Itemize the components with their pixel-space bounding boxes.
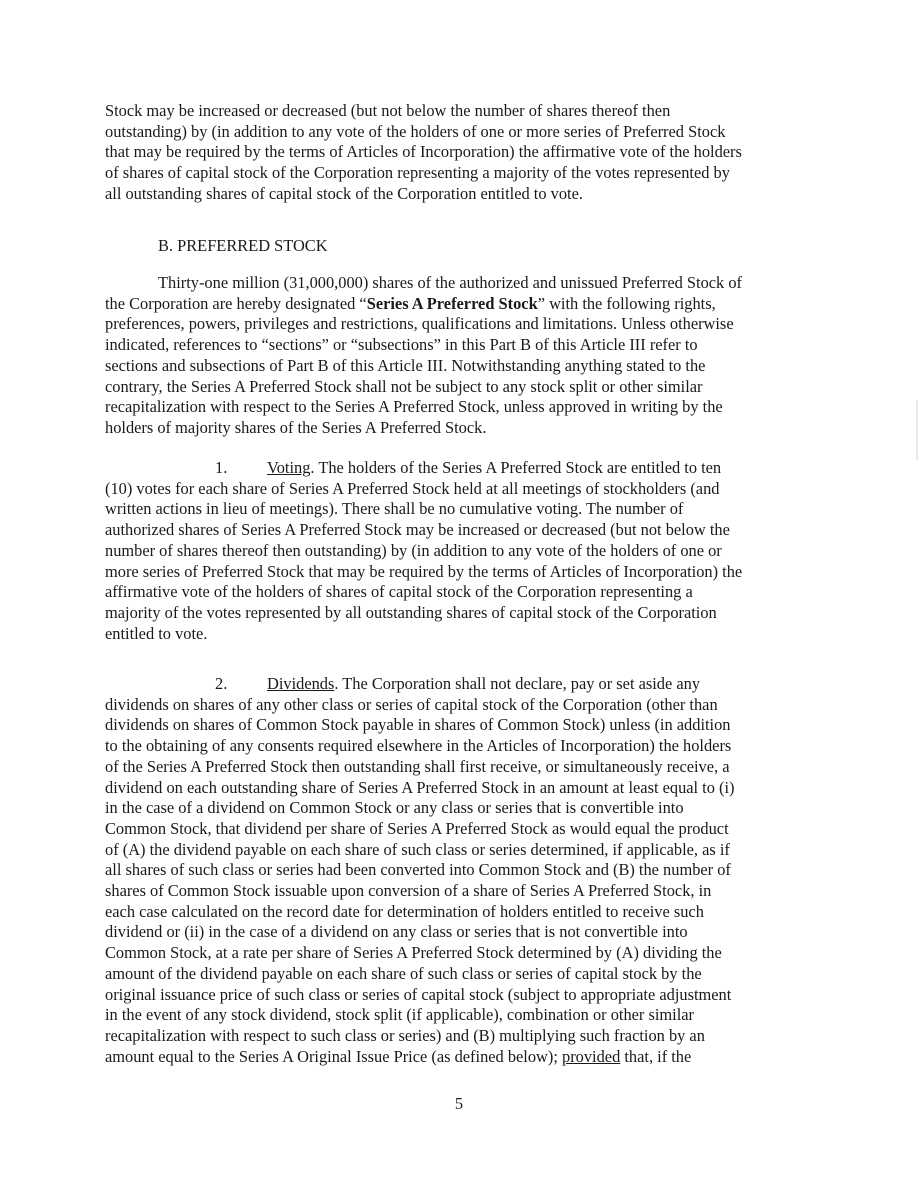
text-line: recapitalization with respect to the Series A Preferred Stock, unless approved in writing by the [105,397,723,417]
text-run: . The Corporation shall not declare, pay or set aside any [334,674,701,693]
text-line: original issuance price of such class or series of capital stock (subject to appropriate adjustment [105,984,732,1004]
text-line: entitled to vote. [105,623,208,643]
text-line [105,294,805,315]
text-line: that may be required by the terms of Articles of Incorporation) the affirmative vote of the holders [105,142,742,162]
text-line: recapitalization with respect to such class or series) and (B) multiplying such fraction by an [105,1025,705,1045]
text-line: more series of Preferred Stock that may be required by the terms of Articles of Incorporation) the [105,561,743,581]
text-line: dividends on shares of any other class or series of capital stock of the Corporation (other than [105,694,718,714]
text-line: in the case of a dividend on Common Stock or any class or series that is convertible into [105,798,684,818]
text-line: of the Series A Preferred Stock then outstanding shall first receive, or simultaneously receive, a [105,756,730,776]
text-line: Common Stock, at a rate per share of Series A Preferred Stock determined by (A) dividing the [105,943,722,963]
text-line: dividends on shares of Common Stock payable in shares of Common Stock) unless (in addition [105,715,731,735]
text-line: all shares of such class or series had been converted into Common Stock and (B) the number of [105,860,731,880]
text-line: amount of the dividend payable on each share of such class or series of capital stock by the [105,963,702,983]
text-line: Thirty-one million (31,000,000) shares of the authorized and unissued Preferred Stock of [158,273,742,292]
text-line: Stock may be increased or decreased (but not below the number of shares thereof then [105,101,671,120]
text-line: number of shares thereof then outstanding) by (in addition to any vote of the holders of one or [105,540,722,560]
text-line: sections and subsections of Part B of this Article III. Notwithstanding anything stated to the [105,355,706,375]
dividends-section [105,674,805,1067]
provided-underlined-term: provided [562,1046,621,1066]
text-line: authorized shares of Series A Preferred Stock may be increased or decreased (but not below the [105,520,730,540]
section-title: Dividends [267,674,335,693]
page-number: 5 [454,1094,464,1113]
text-line: shares of Common Stock issuable upon conversion of a share of Series A Preferred Stock, in [105,881,712,901]
designation-paragraph [105,273,805,439]
text-line [105,674,805,695]
section-number: 2. [215,674,228,693]
text-line: in the event of any stock dividend, stock split (if applicable), combination or other similar [105,1005,695,1025]
text-run: ” with the following rights, [537,293,716,313]
text-line: all outstanding shares of capital stock of the Corporation entitled to vote. [105,183,583,203]
text-line: holders of majority shares of the Series A Preferred Stock. [105,417,487,437]
text-line: contrary, the Series A Preferred Stock shall not be subject to any stock split or other similar [105,376,703,396]
voting-section [105,458,805,644]
text-line: dividend on each outstanding share of Series A Preferred Stock in an amount at least equal to (i) [105,777,735,797]
text-run: . The holders of the Series A Preferred Stock are entitled to ten [310,458,722,477]
text-line [105,1047,805,1068]
text-line: of shares of capital stock of the Corporation representing a majority of the votes represented by [105,163,730,183]
text-line: dividend or (ii) in the case of a dividend on any class or series that is not convertible into [105,922,688,942]
text-line: affirmative vote of the holders of shares of capital stock of the Corporation representing a [105,582,693,602]
text-line: each case calculated on the record date for determination of holders entitled to receive such [105,901,704,921]
text-line: indicated, references to “sections” or “subsections” in this Part B of this Article III refer to [105,335,698,355]
text-line: Common Stock, that dividend per share of Series A Preferred Stock as would equal the product [105,818,729,838]
series-a-bold-term: Series A Preferred Stock [366,293,538,313]
continuation-paragraph [105,101,805,205]
text-run: that, if the [620,1046,692,1066]
text-line [105,458,805,479]
text-line: written actions in lieu of meetings). There shall be no cumulative voting. The number of [105,499,684,519]
text-line: of (A) the dividend payable on each share of such class or series determined, if applicable, as if [105,839,730,859]
text-line: majority of the votes represented by all outstanding shares of capital stock of the Corporation [105,602,717,622]
text-line: preferences, powers, privileges and restrictions, qualifications and limitations. Unless otherwise [105,314,734,334]
text-line: outstanding) by (in addition to any vote of the holders of one or more series of Preferred Stock [105,121,726,141]
section-heading: B. PREFERRED STOCK [158,236,328,255]
text-run: amount equal to the Series A Original Issue Price (as defined below); [105,1046,562,1066]
section-number: 1. [215,458,228,477]
section-title: Voting [267,458,311,477]
text-line: to the obtaining of any consents required elsewhere in the Articles of Incorporation) the holders [105,736,732,756]
text-line: (10) votes for each share of Series A Preferred Stock held at all meetings of stockholders (and [105,478,720,498]
text-run: the Corporation are hereby designated “ [105,293,367,313]
